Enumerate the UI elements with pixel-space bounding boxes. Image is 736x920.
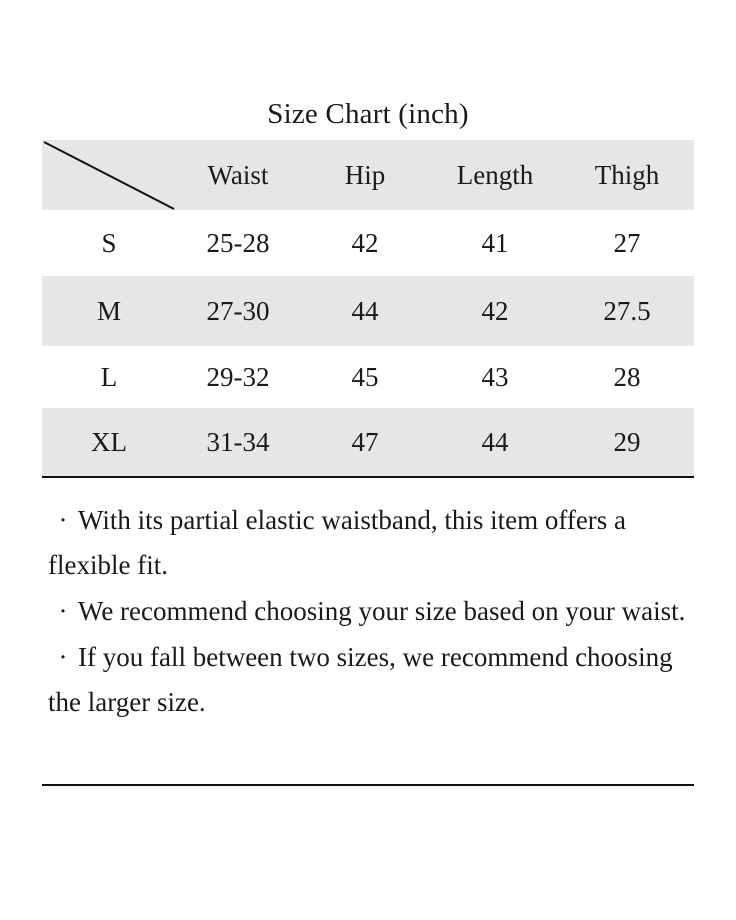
bullet-icon: · <box>58 596 68 626</box>
bullet-icon: · <box>58 505 68 535</box>
length-value: 42 <box>481 296 509 326</box>
hip-value: 44 <box>351 296 379 326</box>
corner-diagonal <box>42 140 176 210</box>
length-value: 41 <box>481 228 509 258</box>
thigh-value: 28 <box>613 362 641 392</box>
note-text: We recommend choosing your size based on your waist. <box>78 596 686 626</box>
length-value: 44 <box>481 427 509 457</box>
size-label: L <box>100 362 118 392</box>
note-item <box>48 589 688 634</box>
size-label: S <box>101 228 117 258</box>
thigh-value: 29 <box>613 427 641 457</box>
table-row <box>42 276 694 346</box>
hip-value: 47 <box>351 427 379 457</box>
divider <box>42 476 694 478</box>
length-value: 43 <box>481 362 509 392</box>
waist-value: 31-34 <box>206 427 270 457</box>
fit-notes <box>48 498 688 726</box>
thigh-value: 27 <box>613 228 641 258</box>
hip-value: 45 <box>351 362 379 392</box>
note-item <box>48 635 688 725</box>
page-title: Size Chart (inch) <box>267 98 469 130</box>
diagonal-line-icon <box>42 140 176 210</box>
table-row <box>42 408 694 476</box>
header-waist: Waist <box>207 160 269 190</box>
table-header-row <box>42 140 694 210</box>
waist-value: 25-28 <box>206 228 270 258</box>
header-thigh: Thigh <box>594 160 660 190</box>
waist-value: 29-32 <box>206 362 270 392</box>
divider <box>42 784 694 786</box>
thigh-value: 27.5 <box>603 296 651 326</box>
header-hip: Hip <box>344 160 386 190</box>
note-text: If you fall between two sizes, we recommend choosing the larger size. <box>48 642 673 717</box>
size-chart-table <box>42 140 694 476</box>
hip-value: 42 <box>351 228 379 258</box>
note-item <box>48 498 688 588</box>
note-text: With its partial elastic waistband, this item offers a flexible fit. <box>48 505 627 580</box>
size-label: M <box>96 296 121 326</box>
table-row <box>42 210 694 276</box>
table-row <box>42 346 694 408</box>
waist-value: 27-30 <box>206 296 270 326</box>
size-label: XL <box>91 427 127 457</box>
header-length: Length <box>456 160 534 190</box>
bullet-icon: · <box>58 642 68 672</box>
